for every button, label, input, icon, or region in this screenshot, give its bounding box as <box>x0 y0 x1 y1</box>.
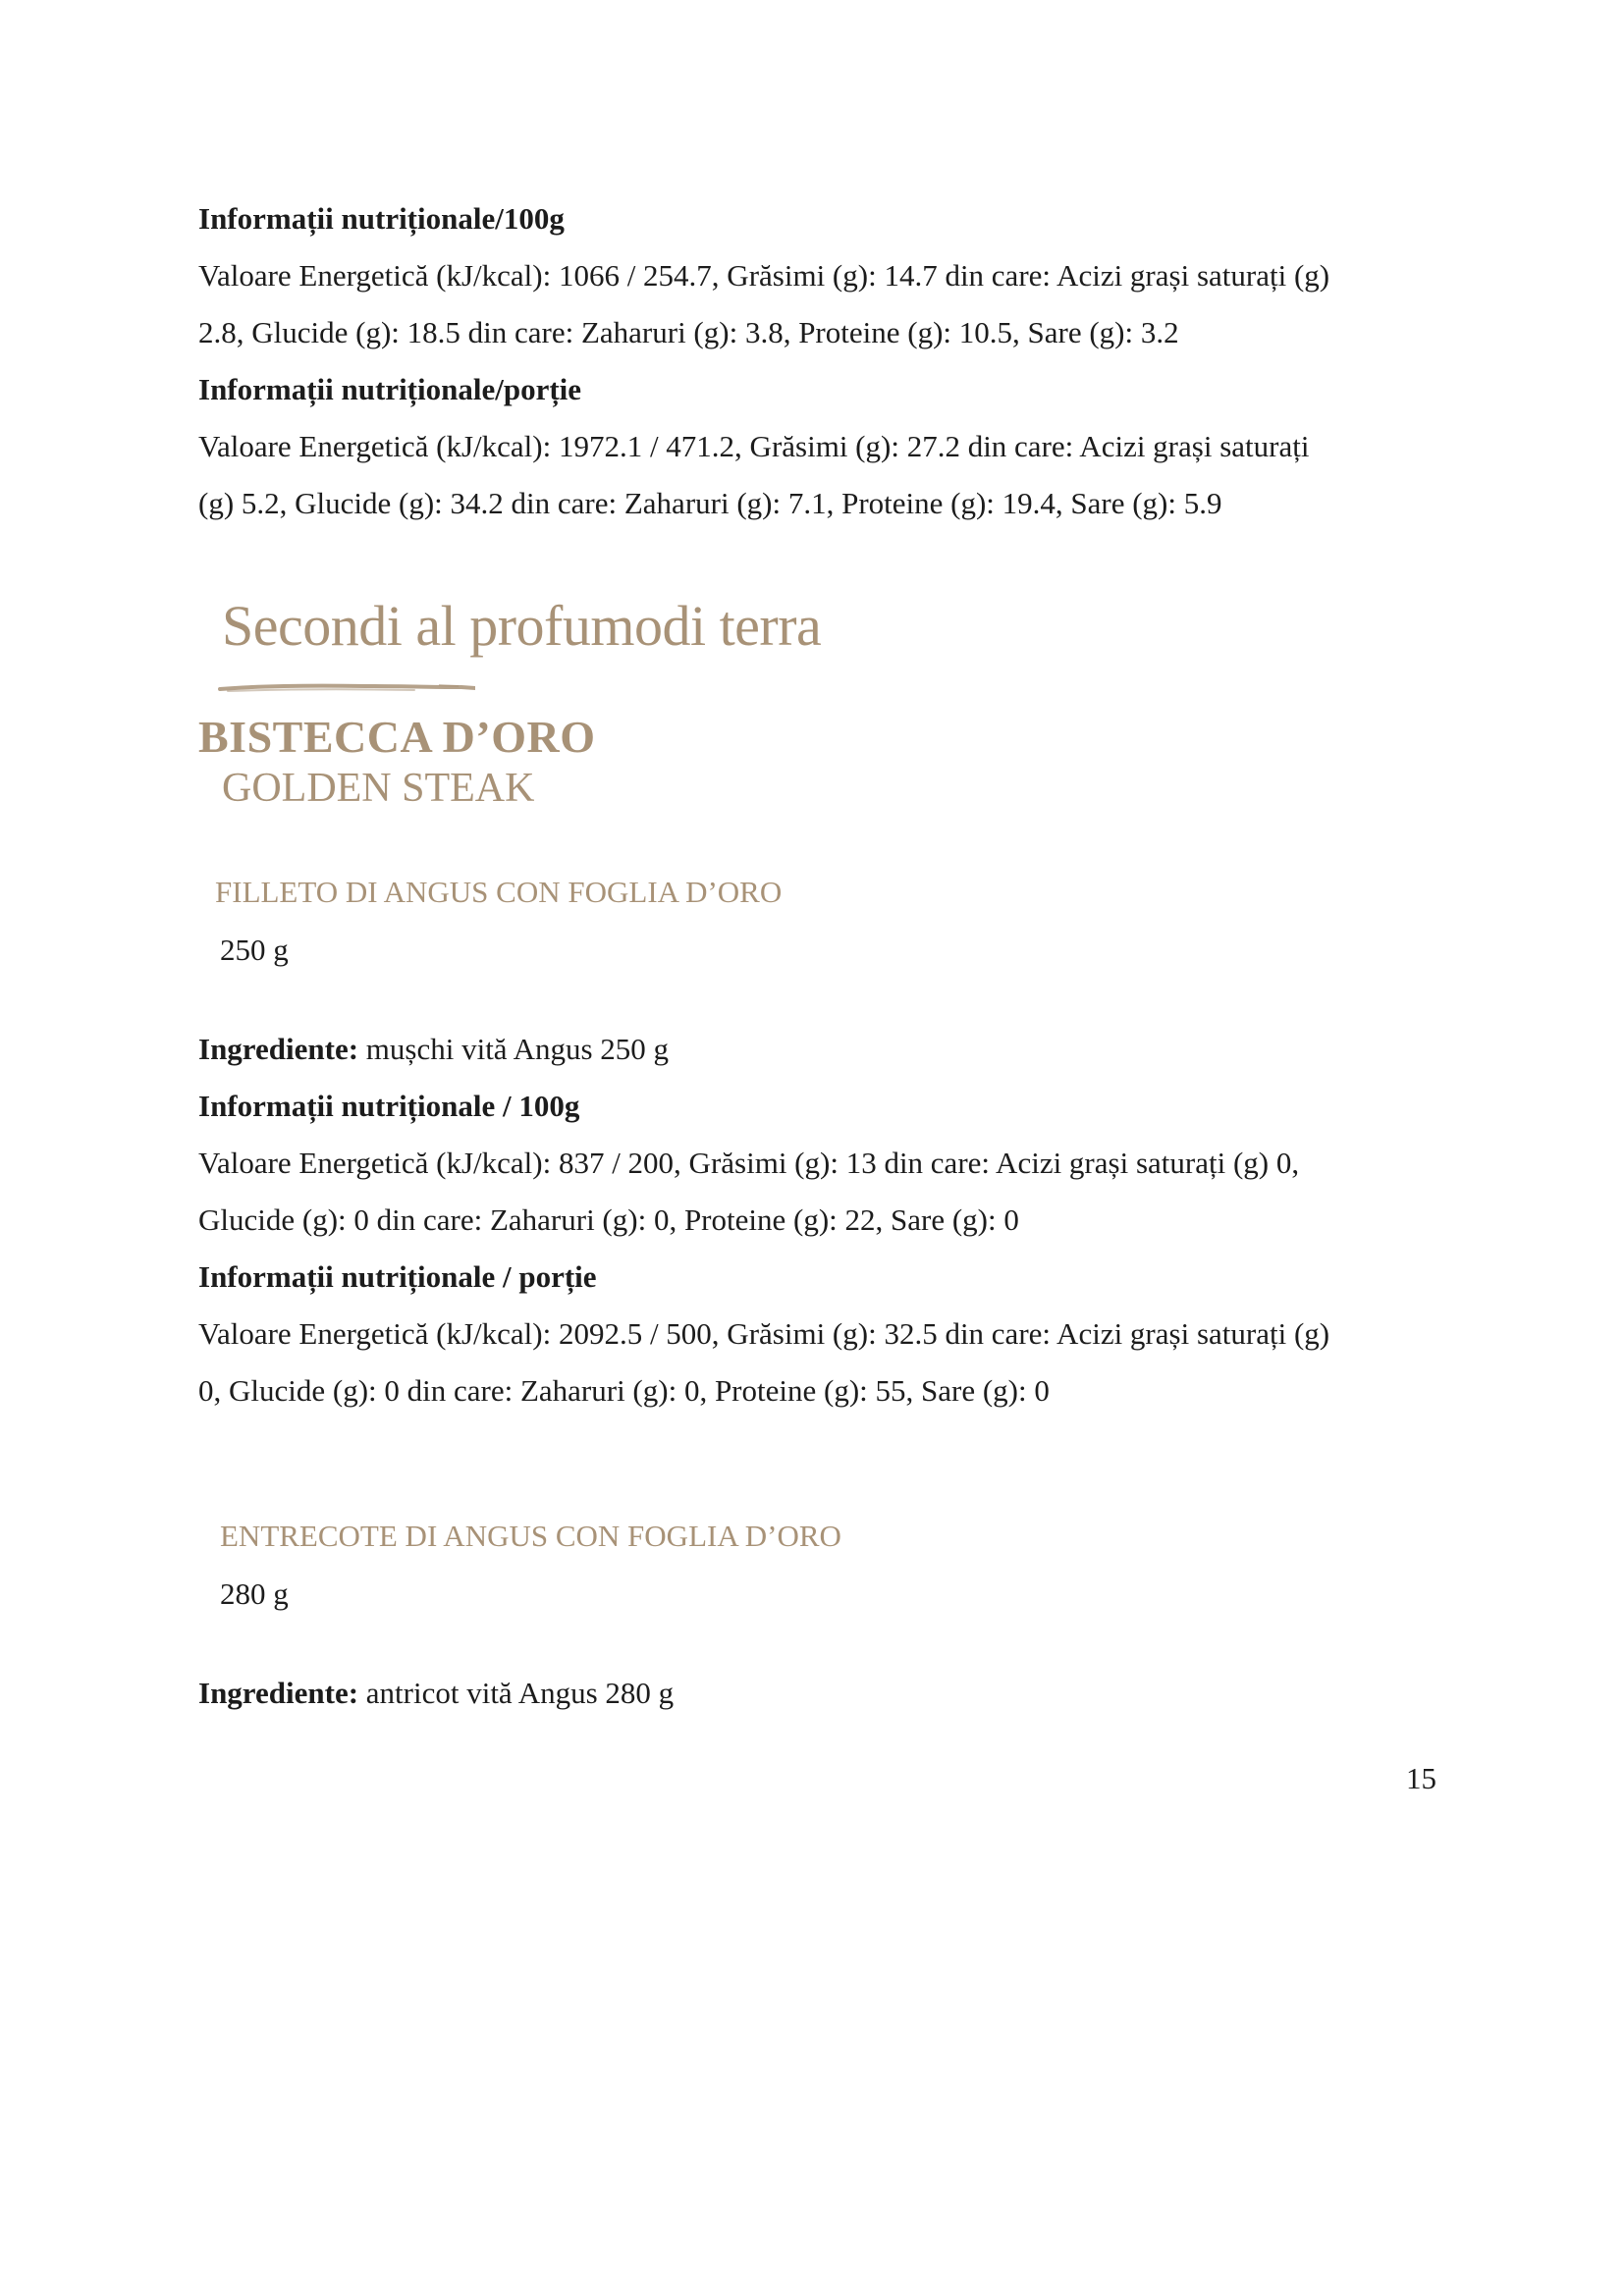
menu-item-name: FILLETO DI ANGUS CON FOGLIA D’ORO <box>215 875 783 909</box>
menu-item-weight: 250 g <box>220 933 289 967</box>
nutrition-line: Valoare Energetică (kJ/kcal): 2092.5 / 500, Grăsimi (g): 32.5 din care: Acizi grași saturați (g) <box>198 1316 1330 1351</box>
menu-item-weight: 280 g <box>220 1576 289 1611</box>
ingredients-line <box>198 1021 669 1078</box>
ingredients-label: Ingrediente: <box>198 1676 359 1710</box>
nutrition-line: 2.8, Glucide (g): 18.5 din care: Zaharuri (g): 3.8, Proteine (g): 10.5, Sare (g): 3.2 <box>198 315 1179 349</box>
ingredients-value: antricot vită Angus 280 g <box>358 1676 675 1710</box>
nutrition-line: 0, Glucide (g): 0 din care: Zaharuri (g): 0, Proteine (g): 55, Sare (g): 0 <box>198 1373 1050 1408</box>
ingredients-line <box>198 1665 674 1722</box>
ingredients-value: mușchi vită Angus 250 g <box>358 1032 670 1066</box>
nutrition-heading-100g: Informații nutriționale/100g <box>198 201 565 236</box>
nutrition-line: Valoare Energetică (kJ/kcal): 837 / 200, Grăsimi (g): 13 din care: Acizi grași saturați (g) 0, <box>198 1146 1300 1180</box>
dish-title: BISTECCA D’ORO <box>198 712 596 762</box>
menu-item-name: ENTRECOTE DI ANGUS CON FOGLIA D’ORO <box>220 1519 841 1553</box>
brush-underline-decoration <box>218 681 475 695</box>
dish-subtitle: GOLDEN STEAK <box>222 766 535 811</box>
nutrition-line: (g) 5.2, Glucide (g): 34.2 din care: Zaharuri (g): 7.1, Proteine (g): 19.4, Sare (g): 5.9 <box>198 486 1222 520</box>
ingredients-label: Ingrediente: <box>198 1032 359 1066</box>
nutrition-heading-portie: Informații nutriționale / porție <box>198 1259 597 1294</box>
nutrition-line: Valoare Energetică (kJ/kcal): 1066 / 254.7, Grăsimi (g): 14.7 din care: Acizi grași saturați (g) <box>198 258 1330 293</box>
section-title: Secondi al profumodi terra <box>222 594 822 658</box>
nutrition-heading-portie: Informații nutriționale/porție <box>198 372 582 406</box>
nutrition-line: Glucide (g): 0 din care: Zaharuri (g): 0, Proteine (g): 22, Sare (g): 0 <box>198 1202 1019 1237</box>
nutrition-heading-100g: Informații nutriționale / 100g <box>198 1089 580 1123</box>
page-number: 15 <box>1406 1761 1436 1795</box>
nutrition-line: Valoare Energetică (kJ/kcal): 1972.1 / 471.2, Grăsimi (g): 27.2 din care: Acizi grași saturați <box>198 429 1310 463</box>
